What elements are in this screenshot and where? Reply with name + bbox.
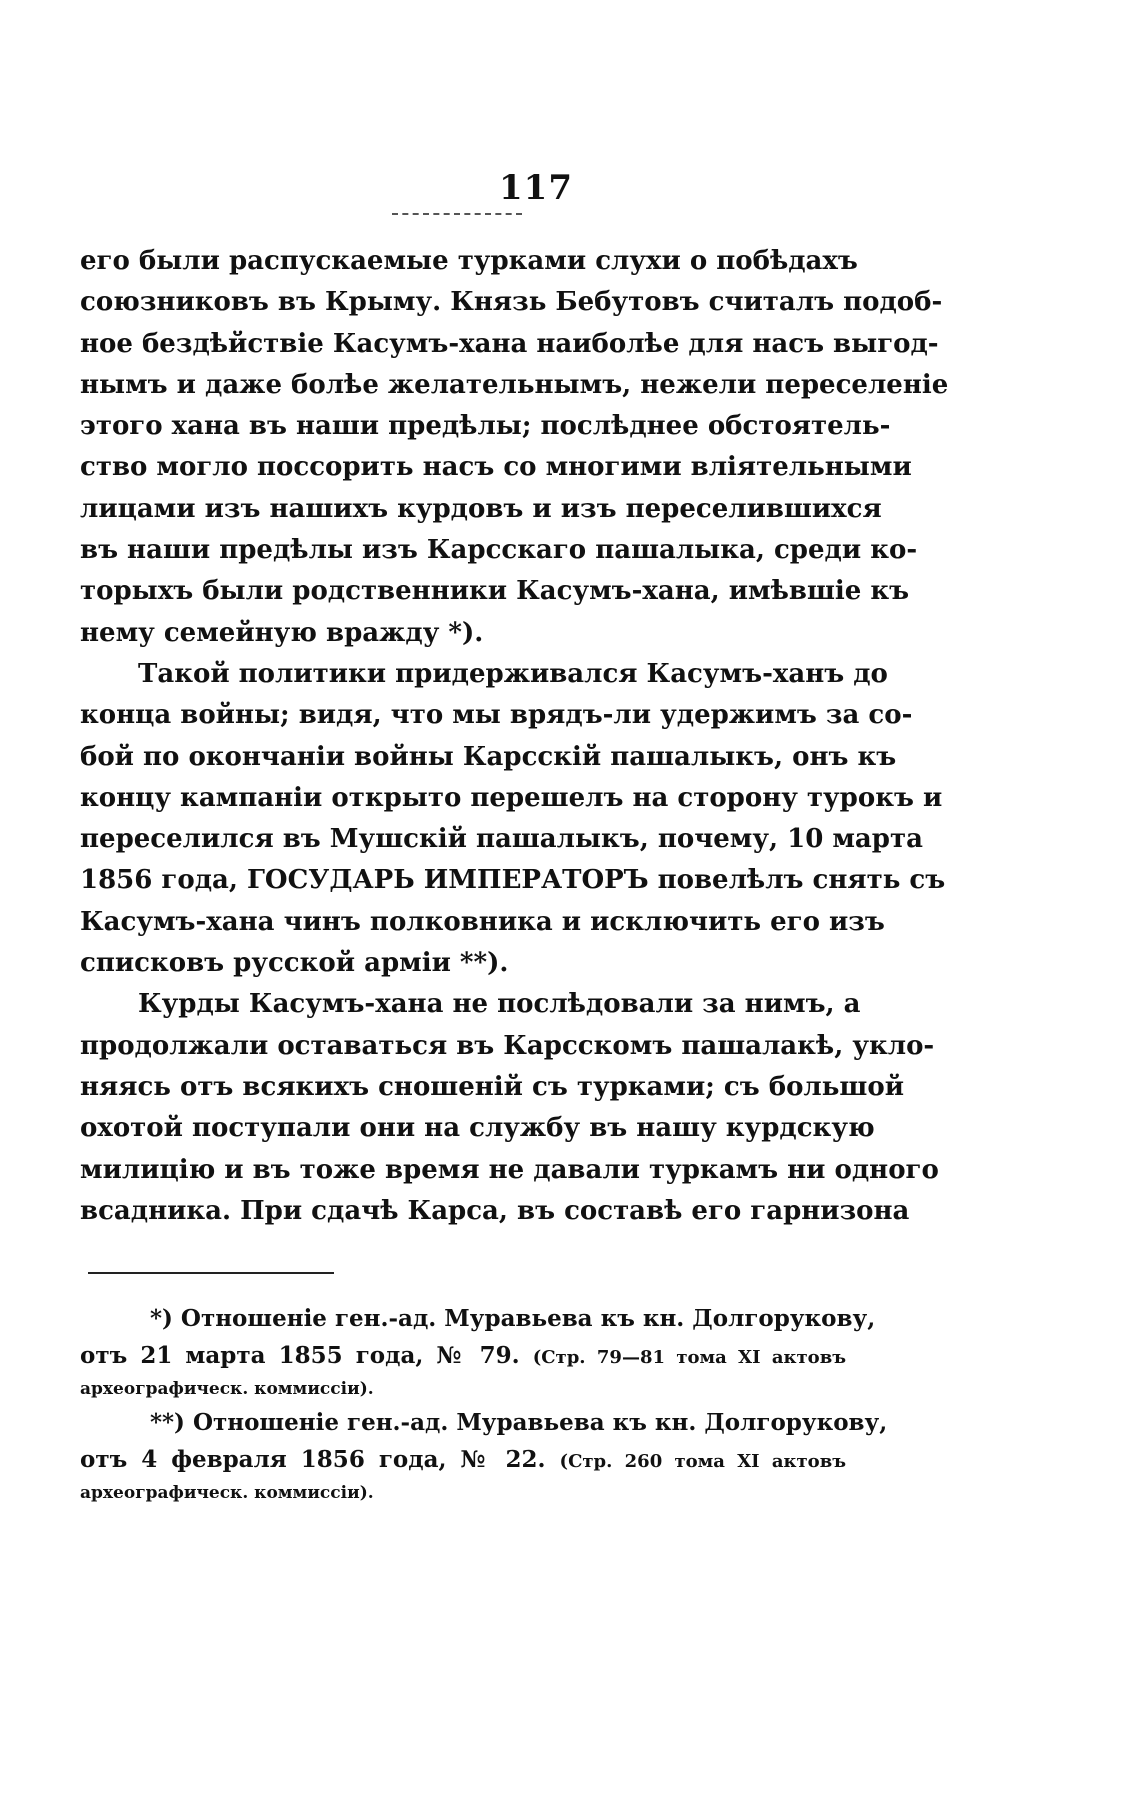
text-line: этого хана въ наши предѣлы; послѣднее обстоятель- <box>80 411 891 442</box>
footnote-line: **) Отношеніе ген.-ад. Муравьева къ кн. Долгорукову, <box>150 1409 888 1436</box>
text-line: милицію и въ тоже время не давали туркамъ ни одного <box>80 1154 939 1185</box>
text-line: торыхъ были родственники Касумъ-хана, имѣвшіе къ <box>80 576 910 607</box>
footnote-1 <box>80 1300 876 1404</box>
text-line: союзниковъ въ Крыму. Князь Бебутовъ считалъ подоб- <box>80 287 943 318</box>
text-line: бой по окончаніи войны Карсскій пашалыкъ, онъ къ <box>80 741 897 772</box>
text-line: продолжали оставаться въ Карсскомъ пашалакѣ, укло- <box>80 1030 935 1061</box>
page-number: 117 <box>499 168 573 208</box>
footnote-source: (Стр. 79—81 тома XI актовъ <box>532 1347 847 1368</box>
page-number-ornament-rule <box>392 213 522 215</box>
text-line: переселился въ Мушскій пашалыкъ, почему, 10 марта <box>80 824 923 855</box>
text-line: въ наши предѣлы изъ Карсскаго пашалыка, среди ко- <box>80 535 918 566</box>
footnote-line <box>80 1337 846 1374</box>
text-line: Такой политики придерживался Касумъ-ханъ до <box>138 658 888 689</box>
footnotes <box>80 1300 888 1508</box>
footnote-separator <box>88 1272 334 1274</box>
footnote-2 <box>80 1404 888 1508</box>
footnote-line: археографическ. коммиссіи). <box>80 1483 374 1503</box>
text-line: всадника. При сдачѣ Карса, въ составѣ его гарнизона <box>80 1195 910 1226</box>
footnote-citation: отъ 4 февраля 1856 года, № 22. <box>80 1446 546 1473</box>
footnote-citation: отъ 21 марта 1855 года, № 79. <box>80 1342 520 1369</box>
text-line: списковъ русской арміи **). <box>80 948 509 979</box>
text-line: ство могло поссорить насъ со многими вліятельными <box>80 452 912 483</box>
text-line: охотой поступали они на службу въ нашу курдскую <box>80 1113 875 1144</box>
footnote-line: археографическ. коммиссіи). <box>80 1379 374 1399</box>
text-line: лицами изъ нашихъ курдовъ и изъ переселившихся <box>80 493 882 524</box>
footnote-source: (Стр. 260 тома XI актовъ <box>559 1451 847 1472</box>
text-line: конца войны; видя, что мы врядъ-ли удержимъ за со- <box>80 700 913 731</box>
text-line: его были распускаемые турками слухи о побѣдахъ <box>80 246 858 276</box>
text-line: ное бездѣйствіе Касумъ-хана наиболѣе для насъ выгод- <box>80 328 939 359</box>
text-line: концу кампаніи открыто перешелъ на сторону турокъ и <box>80 782 943 813</box>
text-line: няясь отъ всякихъ сношеній съ турками; съ большой <box>80 1071 904 1102</box>
text-line: Курды Касумъ-хана не послѣдовали за нимъ, а <box>138 989 861 1020</box>
text-line: нему семейную вражду *). <box>80 617 484 648</box>
text-line: 1856 года, ГОСУДАРЬ ИМПЕРАТОРЪ повелѣлъ снять съ <box>80 865 946 896</box>
text-line: Касумъ-хана чинъ полковника и исключить его изъ <box>80 906 885 937</box>
text-line: нымъ и даже болѣе желательнымъ, нежели переселеніе <box>80 369 949 400</box>
footnote-line <box>80 1441 846 1478</box>
footnote-line: *) Отношеніе ген.-ад. Муравьева къ кн. Долгорукову, <box>150 1305 876 1332</box>
main-text <box>80 241 949 1232</box>
